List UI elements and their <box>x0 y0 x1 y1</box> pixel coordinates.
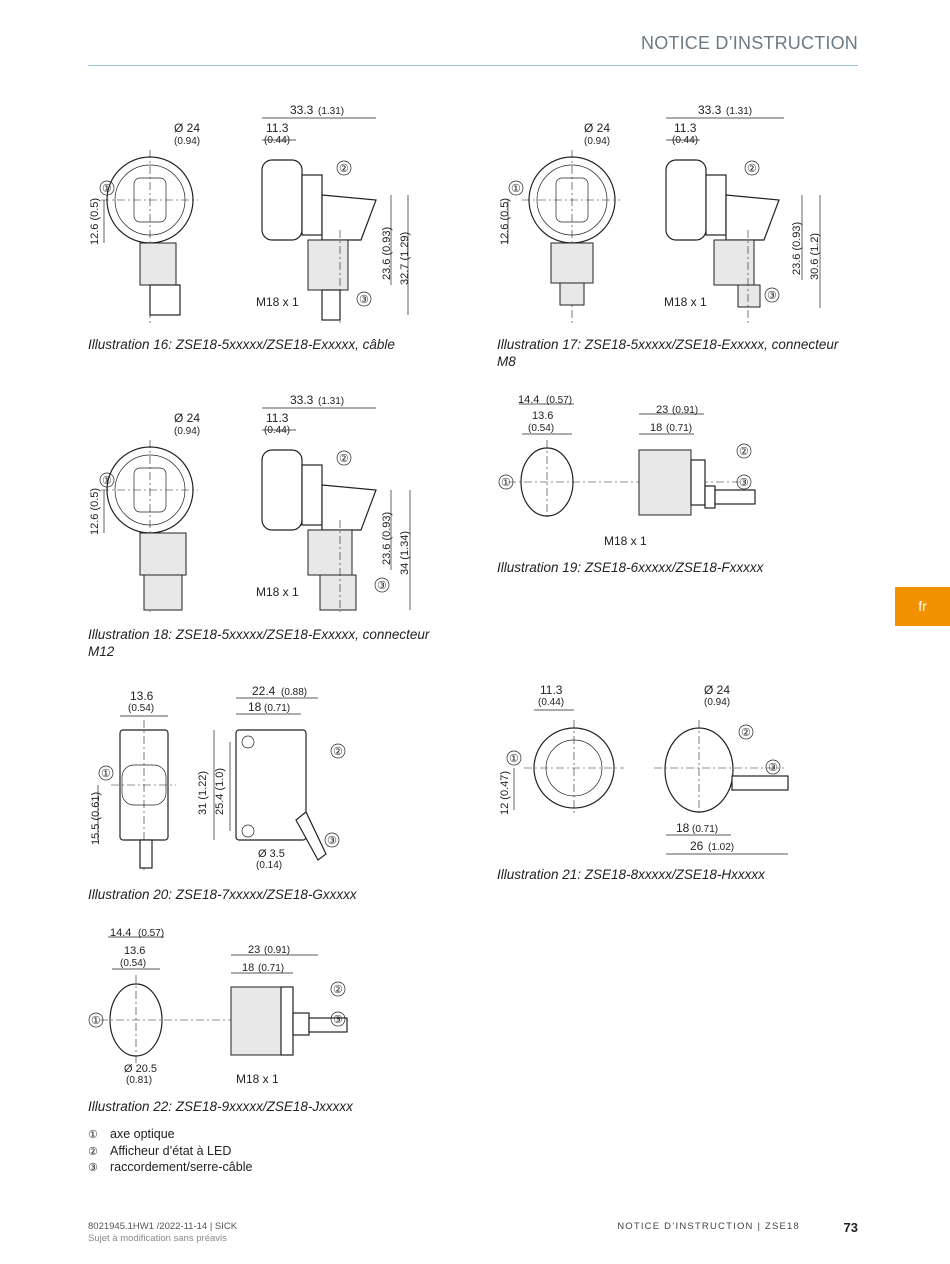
svg-text:②: ② <box>739 446 749 458</box>
dim-label: 33.3 <box>290 393 314 407</box>
dim-label: 11.3 <box>674 121 697 135</box>
dim-label: Ø 24 <box>584 121 611 135</box>
caption-ill16: Illustration 16: ZSE18-5xxxxx/ZSE18-Exxxxx, câble <box>88 337 395 352</box>
dim-label: (0.71) <box>264 703 291 714</box>
drawing-ill21 <box>494 680 814 860</box>
dim-label: (0.54) <box>120 958 147 969</box>
dim-label: 23.6 (0.93) <box>381 226 393 280</box>
dim-label: 14.4 <box>110 927 132 939</box>
thread-label: M18 x 1 <box>664 295 707 309</box>
dim-label: (0.44) <box>264 135 291 146</box>
dim-label: 18 <box>242 962 255 974</box>
dim-label: 30.6 (1.2) <box>809 232 821 280</box>
svg-text:②: ② <box>741 727 751 739</box>
footer-notice: Sujet à modification sans préavis <box>88 1233 227 1244</box>
dim-label: 33.3 <box>290 103 314 117</box>
dim-label: (0.81) <box>126 1075 153 1086</box>
dim-label: (1.31) <box>726 106 753 117</box>
dim-label: 18 <box>650 422 663 434</box>
legend-item: ③ raccordement/serre-câble <box>88 1160 253 1174</box>
dim-label: (0.54) <box>128 703 155 714</box>
dim-label: (0.54) <box>528 423 555 434</box>
drawing-ill17 <box>494 100 834 330</box>
dim-label: (0.91) <box>264 945 291 956</box>
header-divider <box>88 65 858 66</box>
dim-label: 15.5 (0.61) <box>90 791 102 845</box>
dim-label: Ø 3.5 <box>258 848 285 860</box>
dim-label: 12.6 (0.5) <box>89 197 101 245</box>
thread-label: M18 x 1 <box>256 585 299 599</box>
dim-label: (0.88) <box>281 687 308 698</box>
svg-text:②: ② <box>333 984 343 996</box>
svg-text:①: ① <box>511 183 521 195</box>
page-header-title: NOTICE D’INSTRUCTION <box>641 33 858 53</box>
svg-text:③: ③ <box>739 477 749 489</box>
legend <box>88 1127 252 1177</box>
svg-text:②: ② <box>339 453 349 465</box>
dim-label: 11.3 <box>266 411 289 425</box>
svg-text:②: ② <box>339 163 349 175</box>
dim-label: 18 <box>676 821 690 835</box>
dim-label: (1.31) <box>318 106 345 117</box>
footer-right: NOTICE D’INSTRUCTION | ZSE18 <box>617 1221 800 1232</box>
svg-text:③: ③ <box>768 762 778 774</box>
dim-label: 13.6 <box>130 689 154 703</box>
drawing-ill18 <box>86 390 426 615</box>
svg-text:①: ① <box>101 768 111 780</box>
thread-label: M18 x 1 <box>236 1072 279 1086</box>
svg-text:③: ③ <box>377 580 387 592</box>
dim-label: 12.6 (0.5) <box>499 197 511 245</box>
dim-label: (0.94) <box>174 136 201 147</box>
dim-label: (0.57) <box>138 928 165 939</box>
dim-label: (0.44) <box>264 425 291 436</box>
caption-ill22: Illustration 22: ZSE18-9xxxxx/ZSE18-Jxxxxx <box>88 1099 353 1114</box>
caption-ill17: Illustration 17: ZSE18-5xxxxx/ZSE18-Exxxxx, connecteur M8 <box>497 337 839 369</box>
caption-ill21: Illustration 21: ZSE18-8xxxxx/ZSE18-Hxxxxx <box>497 867 765 882</box>
svg-text:②: ② <box>333 746 343 758</box>
footer-left <box>88 1221 237 1245</box>
dim-label: (0.44) <box>538 697 565 708</box>
dim-label: 12.6 (0.5) <box>89 487 101 535</box>
svg-text:③: ③ <box>327 835 337 847</box>
legend-item: ① axe optique <box>88 1127 175 1141</box>
dim-label: (0.94) <box>704 697 731 708</box>
dim-label: 12 (0.47) <box>499 770 511 815</box>
drawing-ill16 <box>86 100 426 330</box>
dim-label: 31 (1.22) <box>197 770 209 815</box>
dim-label: Ø 24 <box>174 121 201 135</box>
drawing-ill19 <box>494 390 794 555</box>
legend-item: ② Afficheur d’état à LED <box>88 1143 232 1158</box>
caption-ill19: Illustration 19: ZSE18-6xxxxx/ZSE18-Fxxxxx <box>497 560 764 575</box>
dim-label: (1.02) <box>708 842 735 853</box>
svg-text:③: ③ <box>333 1014 343 1026</box>
page-number: 73 <box>843 1220 858 1235</box>
dim-label: (0.71) <box>666 423 693 434</box>
caption-ill20: Illustration 20: ZSE18-7xxxxx/ZSE18-Gxxxxx <box>88 887 357 902</box>
thread-label: M18 x 1 <box>604 534 647 548</box>
footer-doc-id: 8021945.1HW1 /2022-11-14 | SICK <box>88 1221 238 1232</box>
dim-label: (0.94) <box>584 136 611 147</box>
dim-label: 13.6 <box>532 410 554 422</box>
language-tab[interactable]: fr <box>895 587 950 626</box>
dim-label: 14.4 <box>518 394 540 406</box>
dim-label: 23 <box>248 944 261 956</box>
drawing-ill20 <box>86 680 386 875</box>
svg-text:①: ① <box>509 753 519 765</box>
drawing-ill22 <box>86 925 386 1090</box>
dim-label: 23.6 (0.93) <box>791 221 803 275</box>
dim-label: (1.31) <box>318 396 345 407</box>
dim-label: 25.4 (1.0) <box>214 767 226 815</box>
dim-label: (0.91) <box>672 405 699 416</box>
dim-label: 23.6 (0.93) <box>381 511 393 565</box>
dim-label: Ø 24 <box>174 411 201 425</box>
dim-label: 26 <box>690 839 704 853</box>
dim-label: 11.3 <box>540 683 563 697</box>
dim-label: 33.3 <box>698 103 722 117</box>
dim-label: 18 <box>248 700 262 714</box>
dim-label: (0.71) <box>692 824 719 835</box>
dim-label: 23 <box>656 404 669 416</box>
dim-label: 34 (1.34) <box>399 530 411 575</box>
svg-text:①: ① <box>102 475 112 487</box>
dim-label: (0.14) <box>256 860 283 871</box>
dim-label: 11.3 <box>266 121 289 135</box>
dim-label: (0.57) <box>546 395 573 406</box>
caption-ill18: Illustration 18: ZSE18-5xxxxx/ZSE18-Exxxxx, connecteur M12 <box>88 627 430 659</box>
dim-label: 22.4 <box>252 684 276 698</box>
svg-text:①: ① <box>501 477 511 489</box>
svg-text:②: ② <box>747 163 757 175</box>
dim-label: (0.44) <box>672 135 699 146</box>
dim-label: Ø 24 <box>704 683 731 697</box>
thread-label: M18 x 1 <box>256 295 299 309</box>
svg-text:①: ① <box>91 1015 101 1027</box>
dim-label: Ø 20.5 <box>124 1063 158 1075</box>
dim-label: (0.71) <box>258 963 285 974</box>
svg-text:③: ③ <box>359 294 369 306</box>
svg-text:③: ③ <box>767 290 777 302</box>
svg-text:①: ① <box>102 183 112 195</box>
dim-label: 32.7 (1.29) <box>399 231 411 285</box>
dim-label: 13.6 <box>124 945 146 957</box>
dim-label: (0.94) <box>174 426 201 437</box>
